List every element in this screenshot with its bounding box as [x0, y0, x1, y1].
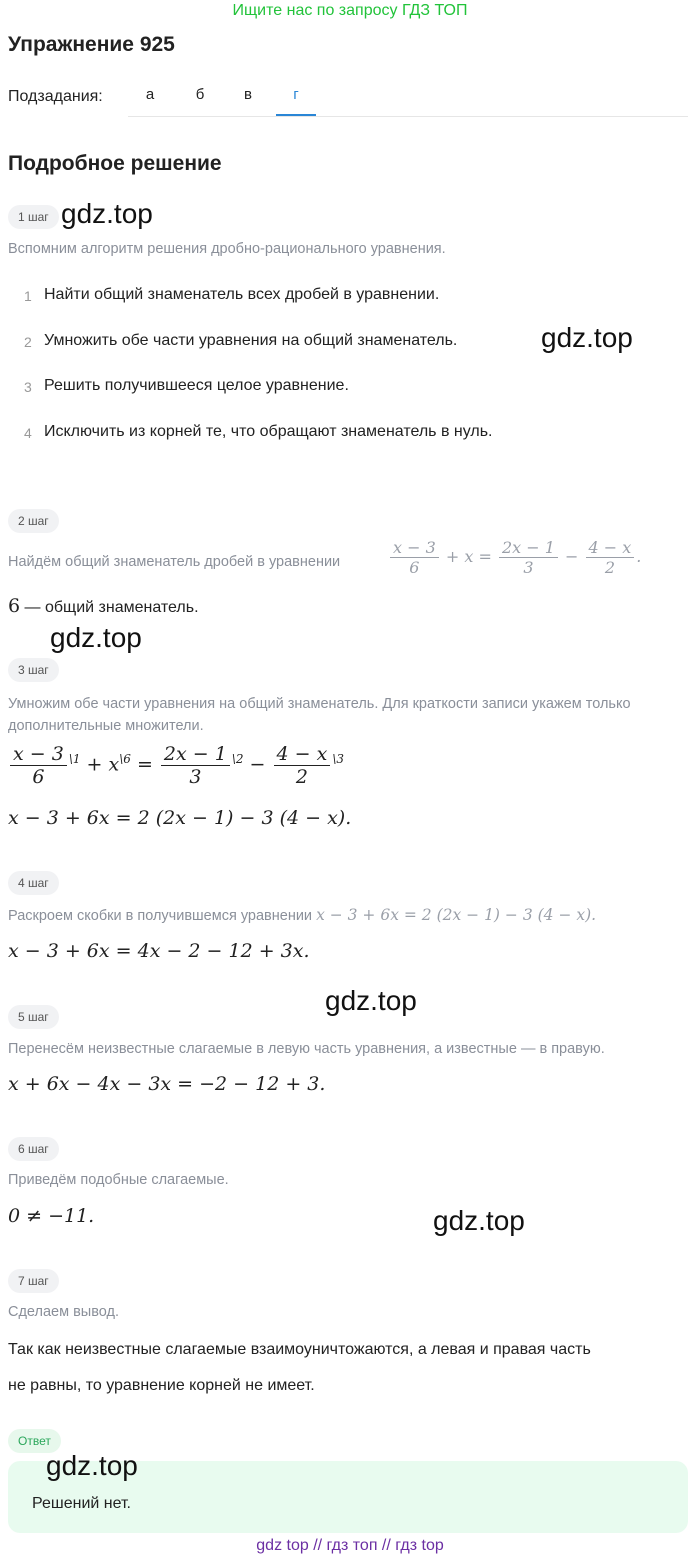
conclusion-text: Так как неизвестные слагаемые взаимоуничтожаются, а левая и правая часть: [8, 1341, 591, 1358]
list-item-number: 3: [24, 379, 32, 395]
footer-links[interactable]: gdz top // гдз топ // гдз top: [256, 1537, 444, 1554]
equation-line: x + 6x − 4x − 3x = −2 − 12 + 3.: [8, 1073, 326, 1095]
answer-badge: Ответ: [8, 1429, 61, 1453]
common-denominator-line: [8, 595, 199, 617]
note-text: Раскроем скобки в получившемся уравнении: [8, 908, 313, 924]
list-item-number: 4: [24, 425, 32, 441]
list-item: Умножить обе части уравнения на общий знаменатель.: [44, 332, 458, 349]
search-hint-banner: Ищите нас по запросу ГДЗ ТОП: [232, 2, 468, 19]
step-badge: 7 шаг: [8, 1269, 59, 1293]
list-item: Решить получившееся целое уравнение.: [44, 377, 349, 394]
equation-inline: $\frac{x - 3}{6}$ + x = $\frac{2x - 1}{3}$ − $\frac{4 - x}{2}$ .: [388, 538, 641, 577]
list-item: Исключить из корней те, что обращают знаменатель в нуль.: [44, 423, 493, 440]
list-item-number: 2: [24, 334, 32, 350]
tab-g[interactable]: г: [293, 86, 299, 103]
conclusion-text: не равны, то уравнение корней не имеет.: [8, 1377, 315, 1394]
step-badge: 4 шаг: [8, 871, 59, 895]
math-number: 6: [8, 595, 21, 617]
subtasks-label: Подзадания:: [8, 88, 103, 105]
page-title: Упражнение 925: [8, 33, 175, 56]
step-badge: 6 шаг: [8, 1137, 59, 1161]
step-note: Сделаем вывод.: [8, 1304, 120, 1320]
step-badge: 1 шаг: [8, 205, 59, 229]
step-badge: 5 шаг: [8, 1005, 59, 1029]
step-badge: 3 шаг: [8, 658, 59, 682]
step-note: [8, 906, 596, 924]
watermark: gdz.top: [46, 1450, 138, 1481]
watermark: gdz.top: [61, 198, 153, 229]
step-note: Вспомним алгоритм решения дробно-рационального уравнения.: [8, 241, 446, 257]
step-badge: 2 шаг: [8, 509, 59, 533]
list-item: Найти общий знаменатель всех дробей в уравнении.: [44, 286, 440, 303]
result-text: — общий знаменатель.: [20, 599, 199, 616]
watermark: gdz.top: [50, 622, 142, 653]
solution-heading: Подробное решение: [8, 152, 222, 175]
tab-a[interactable]: а: [145, 86, 155, 103]
answer-text: Решений нет.: [32, 1495, 131, 1512]
active-tab-indicator: [276, 114, 316, 116]
step-note: Умножим обе части уравнения на общий знаменатель. Для краткости записи укажем только дополнительные множители.: [8, 696, 631, 734]
equation-multiplied: $\frac{x - 3}{6}$ $^{\backslash 1} + x^{\backslash 6}$ = $\frac{2x - 1}{3}$ $^{\backslash 2}$ − $\frac{4 - x}{2}$ $^{\backslash 3}$: [8, 743, 344, 788]
list-item-number: 1: [24, 288, 32, 304]
watermark: gdz.top: [433, 1205, 525, 1236]
step-note: Приведём подобные слагаемые.: [8, 1172, 229, 1188]
watermark: gdz.top: [325, 985, 417, 1016]
step-note: Перенесём неизвестные слагаемые в левую часть уравнения, а известные — в правую.: [8, 1041, 605, 1057]
watermark: gdz.top: [541, 322, 633, 353]
subtasks-tabs: [128, 76, 688, 117]
tab-v[interactable]: в: [244, 86, 252, 103]
tab-b[interactable]: б: [195, 86, 205, 103]
note-math: x − 3 + 6x = 2 (2x − 1) − 3 (4 − x).: [316, 906, 597, 924]
equation-line: x − 3 + 6x = 2 (2x − 1) − 3 (4 − x).: [8, 807, 352, 829]
equation-line: x − 3 + 6x = 4x − 2 − 12 + 3x.: [8, 940, 310, 962]
step-note: Найдём общий знаменатель дробей в уравнении: [8, 554, 341, 570]
equation-line: 0 ≠ −11.: [8, 1205, 95, 1227]
